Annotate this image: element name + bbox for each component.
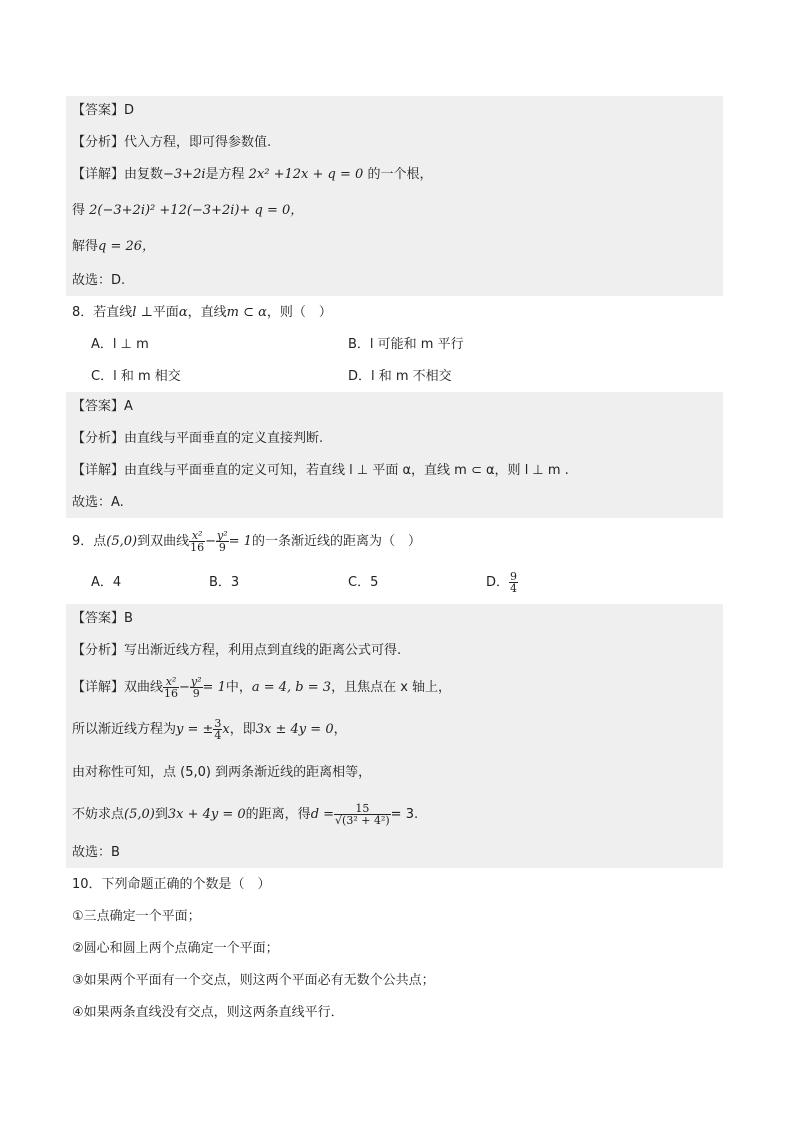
q7-substitution: 得 2(−3+2i)² +12(−3+2i)+ q = 0， bbox=[72, 203, 304, 218]
q7-detail: 【详解】由复数−3+2i是方程 2x² +12x + q = 0 的一个根， bbox=[72, 167, 433, 182]
q9-detail: 【详解】双曲线 $\frac{\text{x²}}{16}$ − $\frac{\text{y²}}{9}$ = 1中，a = 4, b = 3，且焦点在 x 轴上， bbox=[72, 675, 452, 700]
q9-analysis: 【分析】写出渐近线方程，利用点到直线的距离公式可得. bbox=[72, 643, 402, 658]
q9-distance: 不妨求点(5,0)到3x + 4y = 0的距离，得d = $\frac{15}{\text{√(3² + 4²)}}$ = 3. bbox=[72, 802, 419, 827]
complex-number: −3+2i bbox=[163, 167, 206, 182]
q8-option-d: D．l 和 m 不相交 bbox=[348, 369, 452, 384]
q7-answer: 【答案】D bbox=[72, 103, 135, 118]
quadratic-equation: 2x² +12x + q = 0 bbox=[248, 167, 364, 182]
q8-answer: 【答案】A bbox=[72, 399, 133, 414]
hyperbola-y-term: $\frac{\text{y²}}{9}$ bbox=[217, 529, 228, 554]
q7-solution-block bbox=[66, 96, 723, 296]
q10-item-2: ②圆心和圆上两个点确定一个平面； bbox=[72, 941, 279, 956]
q10-item-3: ③如果两个平面有一个交点，则这两个平面必有无数个公共点； bbox=[72, 973, 435, 988]
q9-conclusion: 故选：B bbox=[72, 845, 120, 860]
q-value: q = 26， bbox=[98, 239, 156, 254]
q8-solution-block bbox=[66, 392, 723, 518]
q10-stem: 10．下列命题正确的个数是（ ） bbox=[72, 877, 271, 892]
q10-item-1: ①三点确定一个平面； bbox=[72, 909, 201, 924]
q8-option-b: B．l 可能和 m 平行 bbox=[348, 337, 464, 352]
hyperbola-x-term: $\frac{\text{x²}}{16}$ bbox=[190, 529, 205, 554]
q8-option-c: C．l 和 m 相交 bbox=[91, 369, 181, 384]
q8-option-a: A．l ⊥ m bbox=[91, 337, 149, 352]
q9-symmetry: 由对称性可知，点 (5,0) 到两条渐近线的距离相等， bbox=[72, 765, 372, 780]
q9-option-b: B．3 bbox=[209, 575, 240, 590]
q9-option-d: D． $\frac{9}{4}$ bbox=[486, 570, 518, 595]
q8-stem: 8．若直线l ⊥平面α，直线m ⊂ α，则（ ） bbox=[72, 305, 332, 320]
substituted-equation: 2(−3+2i)² +12(−3+2i)+ q = 0， bbox=[89, 203, 304, 218]
q7-conclusion: 故选：D. bbox=[72, 273, 126, 288]
q8-analysis: 【分析】由直线与平面垂直的定义直接判断. bbox=[72, 431, 324, 446]
distance-fraction: $\frac{15}{\text{√(3² + 4²)}}$ bbox=[335, 802, 390, 827]
q9-stem: 9．点(5,0)到双曲线 $\frac{\text{x²}}{16}$ − $\frac{\text{y²}}{9}$ = 1的一条渐近线的距离为（ ） bbox=[72, 529, 421, 554]
asymptote-slope: $\frac{3}{4}$ bbox=[214, 717, 222, 742]
q9-option-a: A．4 bbox=[91, 575, 122, 590]
q8-conclusion: 故选：A. bbox=[72, 495, 124, 510]
q10-item-4: ④如果两条直线没有交点，则这两条直线平行． bbox=[72, 1005, 344, 1020]
q9-answer: 【答案】B bbox=[72, 611, 133, 626]
q8-detail: 【详解】由直线与平面垂直的定义可知，若直线 l ⊥ 平面 α，直线 m ⊂ α，则 l ⊥ m . bbox=[72, 463, 569, 478]
q9-option-c: C．5 bbox=[348, 575, 379, 590]
q7-analysis: 【分析】代入方程，即可得参数值. bbox=[72, 135, 272, 150]
option-d-fraction: $\frac{9}{4}$ bbox=[510, 570, 518, 595]
q7-result: 解得q = 26， bbox=[72, 239, 156, 254]
q9-asymptote: 所以渐近线方程为y = ± $\frac{3}{4}$ x，即3x ± 4y = 0， bbox=[72, 717, 347, 742]
